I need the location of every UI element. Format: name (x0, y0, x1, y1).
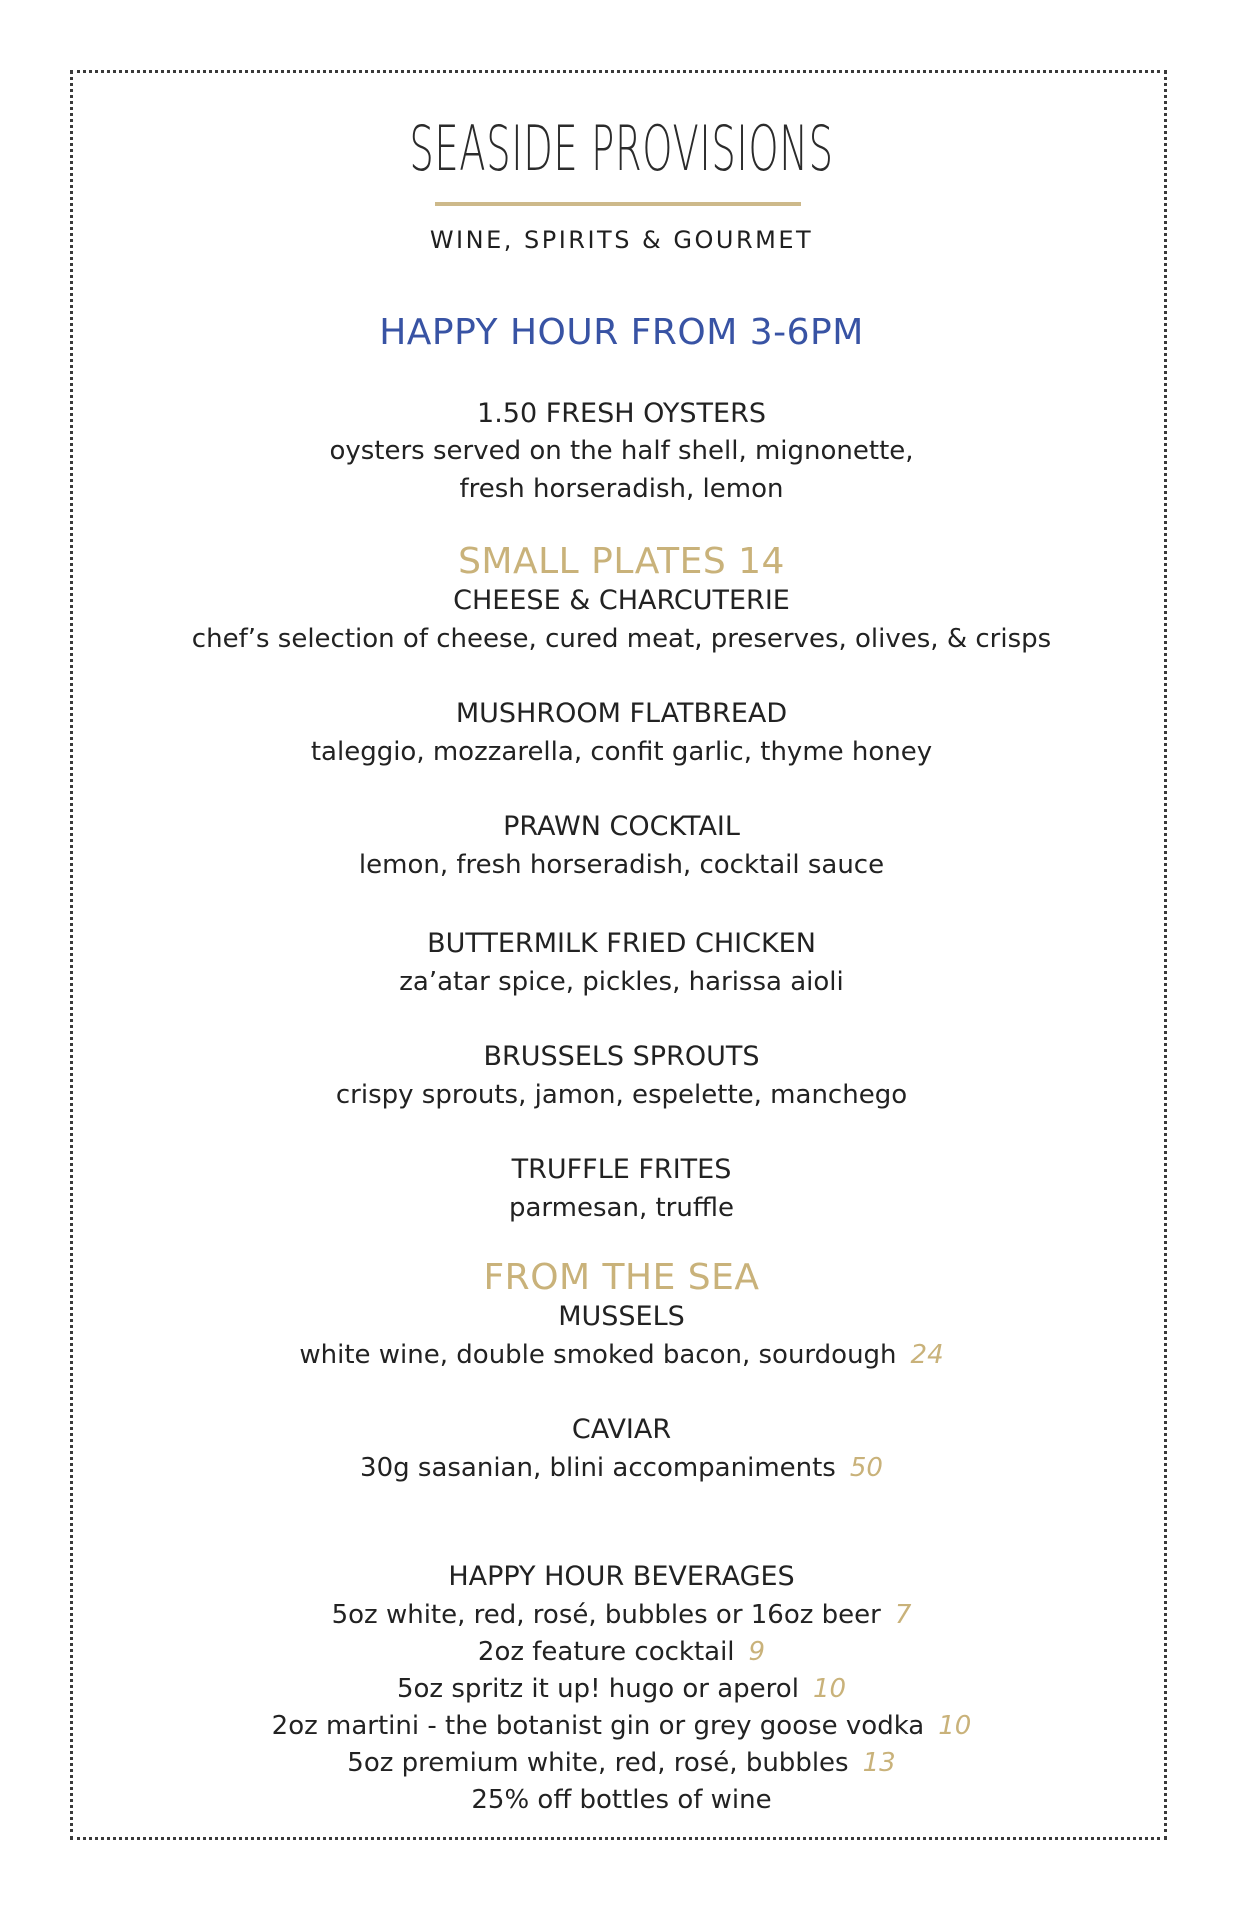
oysters-name: 1.50 FRESH OYSTERS (477, 398, 766, 429)
brand-tagline: WINE, SPIRITS & GOURMET (429, 226, 814, 254)
beverage-price: 10 (812, 1674, 847, 1704)
item-desc: crispy sprouts, jamon, espelette, manchego (335, 1080, 908, 1110)
item-name: BUTTERMILK FRIED CHICKEN (427, 928, 816, 959)
beverage-line (0, 1711, 1243, 1741)
item-name: CAVIAR (571, 1414, 672, 1445)
beverage-text: 5oz spritz it up! hugo or aperol (396, 1674, 799, 1704)
item-desc-with-price (0, 1453, 1243, 1483)
brand-logo: SEASIDE PROVISIONS (409, 112, 834, 185)
item-name: MUSHROOM FLATBREAD (455, 698, 788, 729)
beverage-price: 9 (748, 1637, 766, 1667)
oysters-desc-line-2: fresh horseradish, lemon (459, 474, 784, 504)
item-desc: lemon, fresh horseradish, cocktail sauce (358, 850, 885, 880)
item-desc: white wine, double smoked bacon, sourdough (299, 1340, 897, 1370)
beverage-line (0, 1674, 1243, 1704)
item-name: CHEESE & CHARCUTERIE (453, 585, 790, 616)
beverage-text: 5oz premium white, red, rosé, bubbles (347, 1748, 849, 1778)
item-desc: parmesan, truffle (509, 1193, 734, 1223)
beverage-price: 13 (862, 1748, 896, 1778)
beverage-price: 10 (938, 1711, 972, 1741)
item-desc-with-price (0, 1340, 1243, 1370)
item-price: 24 (910, 1340, 944, 1370)
beverage-line (0, 1785, 1243, 1815)
item-name: TRUFFLE FRITES (511, 1154, 732, 1185)
beverage-line (0, 1600, 1243, 1630)
item-desc: 30g sasanian, blini accompaniments (360, 1453, 836, 1483)
item-price: 50 (849, 1453, 883, 1483)
beverage-line (0, 1637, 1243, 1667)
beverage-text: 2oz martini - the botanist gin or grey goose vodka (271, 1711, 925, 1741)
happy-hour-heading: HAPPY HOUR FROM 3-6PM (379, 312, 864, 353)
beverage-line (0, 1748, 1243, 1778)
beverage-price: 7 (894, 1600, 912, 1630)
beverage-text: 5oz white, red, rosé, bubbles or 16oz beer (331, 1600, 881, 1630)
from-the-sea-heading: FROM THE SEA (483, 1257, 760, 1298)
oysters-desc-line-1: oysters served on the half shell, mignonette, (329, 436, 914, 466)
item-desc: za’atar spice, pickles, harissa aioli (399, 967, 844, 997)
logo-divider (435, 202, 801, 206)
beverage-text: 2oz feature cocktail (477, 1637, 735, 1667)
item-desc: taleggio, mozzarella, confit garlic, thyme honey (310, 737, 933, 767)
item-name: MUSSELS (558, 1301, 685, 1332)
item-name: BRUSSELS SPROUTS (483, 1041, 760, 1072)
small-plates-heading: SMALL PLATES 14 (458, 541, 785, 582)
beverage-text: 25% off bottles of wine (471, 1785, 772, 1815)
beverages-heading: HAPPY HOUR BEVERAGES (448, 1561, 795, 1592)
item-desc: chef’s selection of cheese, cured meat, preserves, olives, & crisps (191, 624, 1052, 654)
item-name: PRAWN COCKTAIL (503, 811, 740, 842)
